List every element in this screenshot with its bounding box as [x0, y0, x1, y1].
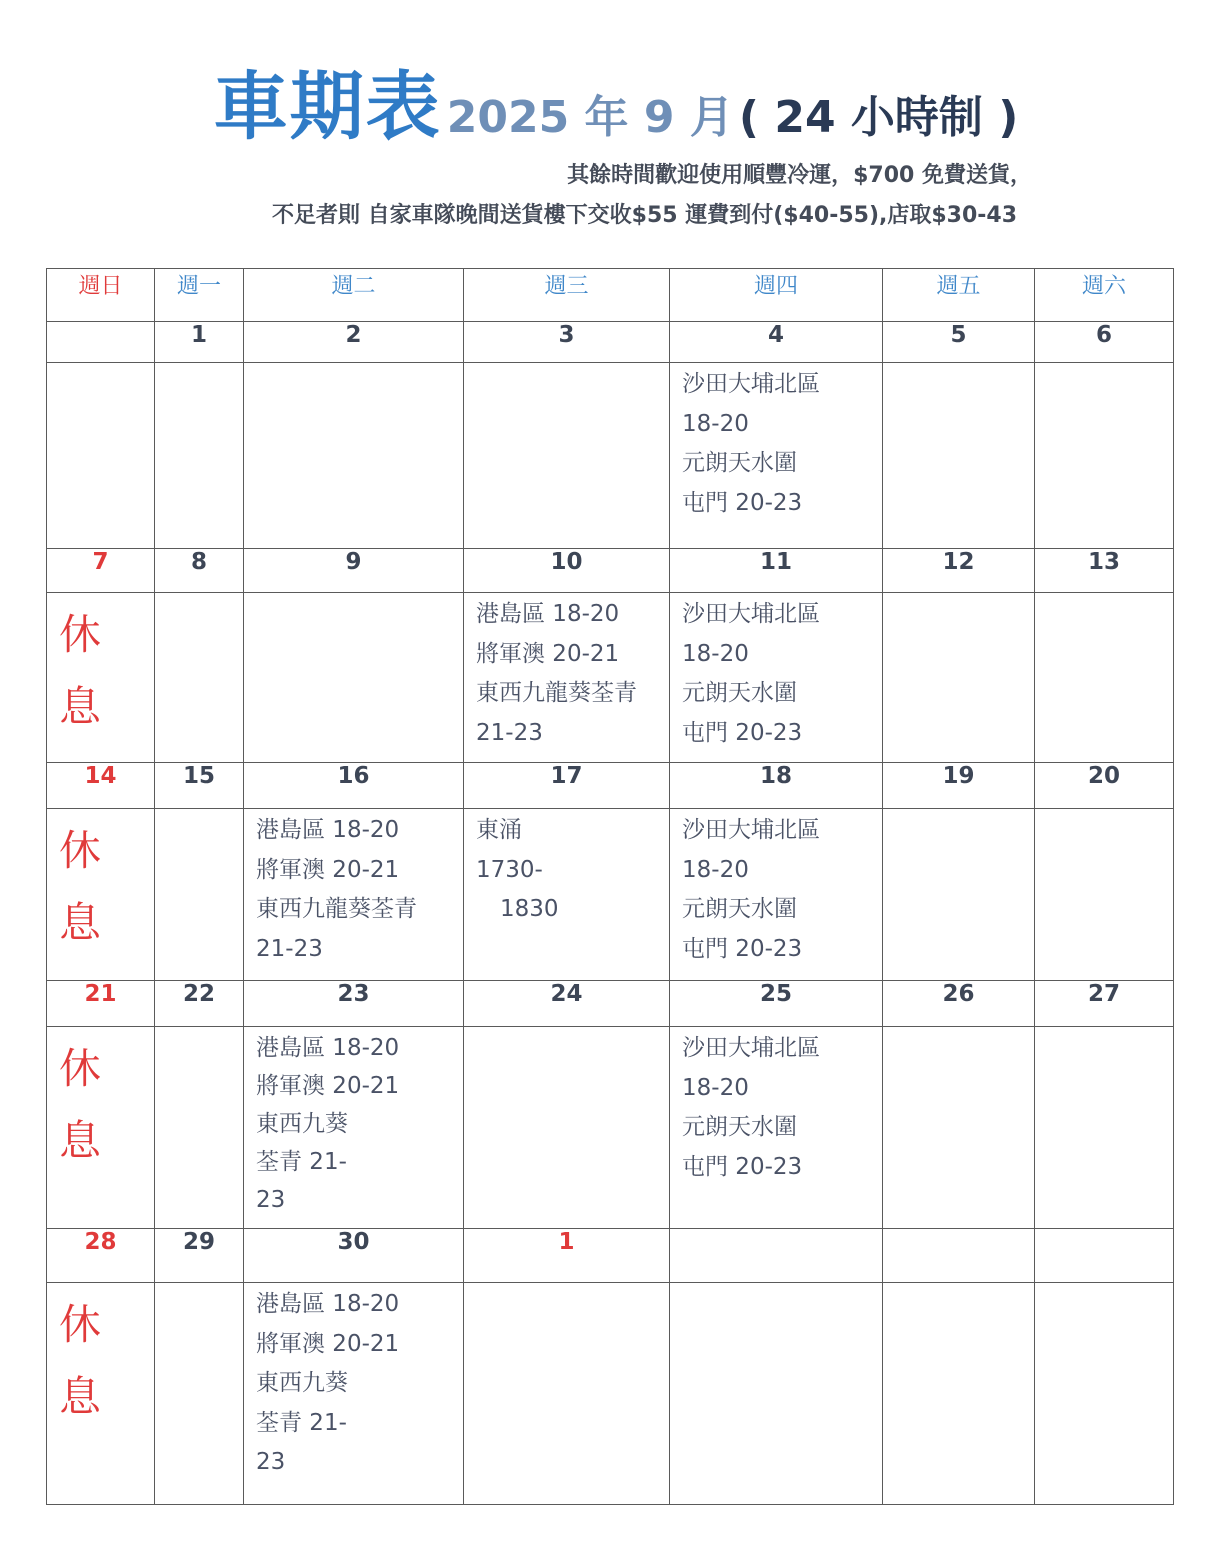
date-cell: 15 [155, 763, 244, 809]
schedule-line: 18-20 [682, 856, 749, 883]
schedule-cell [47, 1027, 155, 1229]
schedule-cell [155, 1027, 244, 1229]
note-line-2: 不足者則 自家車隊晚間送貨樓下交收$55 運費到付($40-55),店取$30-43 [272, 203, 1018, 228]
schedule-cell [47, 363, 155, 549]
schedule-cell [244, 363, 464, 549]
schedule-line: 沙田大埔北區 [682, 1035, 820, 1061]
weekday-header-row [47, 269, 1174, 322]
schedule-line: 屯門 20-23 [682, 935, 803, 962]
schedule-line: 18-20 [682, 1074, 749, 1101]
schedule-cell [155, 363, 244, 549]
date-row [47, 549, 1174, 593]
schedule-row [47, 1027, 1174, 1229]
date-cell: 26 [883, 981, 1035, 1027]
date-cell: 23 [244, 981, 464, 1027]
schedule-cell [155, 1283, 244, 1505]
schedule-cell [244, 1027, 464, 1229]
schedule-cell [464, 593, 670, 763]
schedule-cell [670, 1283, 883, 1505]
schedule-line: 21-23 [256, 935, 323, 962]
schedule-cell [1035, 809, 1174, 981]
schedule-line: 東西九葵 [256, 1111, 348, 1137]
schedule-cell [244, 809, 464, 981]
schedule-line: 將軍澳 20-21 [256, 1330, 400, 1357]
date-cell: 17 [464, 763, 670, 809]
schedule-cell [47, 1283, 155, 1505]
date-cell: 20 [1035, 763, 1174, 809]
schedule-cell [670, 363, 883, 549]
schedule-cell [883, 363, 1035, 549]
page-title [0, 48, 1232, 154]
date-cell: 5 [883, 322, 1035, 363]
weekday-mon: 週一 [155, 269, 244, 322]
schedule-cell [883, 1283, 1035, 1505]
schedule-cell [883, 1027, 1035, 1229]
rest-label: 休 息 [59, 826, 102, 947]
schedule-line: 荃青 21- [256, 1149, 347, 1175]
schedule-line: 23 [256, 1449, 286, 1475]
date-cell: 28 [47, 1229, 155, 1283]
schedule-cell [47, 593, 155, 763]
rest-label: 休 息 [59, 610, 102, 731]
schedule-line: 東西九葵 [256, 1370, 348, 1396]
calendar-table [46, 268, 1174, 1505]
schedule-cell [47, 809, 155, 981]
schedule-line: 港島區 18-20 [256, 1035, 400, 1061]
date-cell: 1 [464, 1229, 670, 1283]
schedule-cell [244, 593, 464, 763]
schedule-line: 東西九龍葵荃青 [476, 680, 637, 706]
date-row [47, 981, 1174, 1027]
date-cell: 24 [464, 981, 670, 1027]
schedule-line: 將軍澳 20-21 [256, 1073, 400, 1099]
schedule-line: 18-20 [682, 640, 749, 667]
date-cell: 19 [883, 763, 1035, 809]
schedule-row [47, 593, 1174, 763]
date-cell [1035, 1229, 1174, 1283]
schedule-cell [464, 1027, 670, 1229]
schedule-line: 21-23 [476, 719, 543, 746]
schedule-line: 屯門 20-23 [682, 719, 803, 746]
schedule-cell [155, 809, 244, 981]
date-row [47, 1229, 1174, 1283]
date-cell: 21 [47, 981, 155, 1027]
schedule-cell [1035, 1283, 1174, 1505]
schedule-cell [883, 809, 1035, 981]
schedule-cell [1035, 363, 1174, 549]
weekday-wed: 週三 [464, 269, 670, 322]
date-cell: 1 [155, 322, 244, 363]
schedule-cell [670, 593, 883, 763]
date-cell: 2 [244, 322, 464, 363]
date-cell: 10 [464, 549, 670, 593]
schedule-row [47, 363, 1174, 549]
schedule-line: 元朗天水圍 [682, 1114, 797, 1140]
date-cell: 9 [244, 549, 464, 593]
schedule-line: 1830 [500, 896, 559, 922]
weekday-sat: 週六 [1035, 269, 1174, 322]
date-row [47, 322, 1174, 363]
date-cell: 11 [670, 549, 883, 593]
date-cell: 12 [883, 549, 1035, 593]
schedule-cell [464, 809, 670, 981]
schedule-cell [244, 1283, 464, 1505]
schedule-line: 港島區 18-20 [256, 1291, 400, 1317]
date-cell [670, 1229, 883, 1283]
schedule-line: 元朗天水圍 [682, 680, 797, 706]
date-cell: 13 [1035, 549, 1174, 593]
date-cell: 7 [47, 549, 155, 593]
schedule-line: 元朗天水圍 [682, 896, 797, 922]
title-month: 2025 年 9 月 [446, 92, 734, 143]
schedule-line: 沙田大埔北區 [682, 371, 820, 397]
date-cell: 4 [670, 322, 883, 363]
date-cell: 30 [244, 1229, 464, 1283]
date-cell: 29 [155, 1229, 244, 1283]
date-cell: 8 [155, 549, 244, 593]
title-format: ( 24 小時制 ) [738, 92, 1019, 143]
note-line-1: 其餘時間歡迎使用順豐冷運，$700 免費送貨， [567, 163, 1032, 188]
weekday-thu: 週四 [670, 269, 883, 322]
date-cell: 3 [464, 322, 670, 363]
schedule-line: 1730- [476, 856, 543, 883]
schedule-row [47, 809, 1174, 981]
date-cell [47, 322, 155, 363]
date-cell: 22 [155, 981, 244, 1027]
weekday-fri: 週五 [883, 269, 1035, 322]
rest-label: 休 息 [59, 1300, 102, 1421]
schedule-line: 元朗天水圍 [682, 450, 797, 476]
date-cell: 14 [47, 763, 155, 809]
schedule-cell [1035, 593, 1174, 763]
schedule-line: 港島區 18-20 [476, 601, 620, 627]
date-cell: 18 [670, 763, 883, 809]
date-cell: 16 [244, 763, 464, 809]
schedule-line: 荃青 21- [256, 1409, 347, 1436]
date-cell: 25 [670, 981, 883, 1027]
schedule-row [47, 1283, 1174, 1505]
title-main: 車期表 [213, 64, 442, 150]
schedule-line: 23 [256, 1187, 286, 1213]
schedule-line: 屯門 20-23 [682, 1153, 803, 1180]
schedule-line: 將軍澳 20-21 [476, 640, 620, 667]
date-cell: 27 [1035, 981, 1174, 1027]
schedule-line: 沙田大埔北區 [682, 601, 820, 627]
weekday-sun: 週日 [47, 269, 155, 322]
schedule-line: 屯門 20-23 [682, 489, 803, 516]
schedule-cell [670, 1027, 883, 1229]
schedule-line: 18-20 [682, 410, 749, 437]
date-row [47, 763, 1174, 809]
schedule-cell [670, 809, 883, 981]
schedule-cell [464, 363, 670, 549]
schedule-line: 沙田大埔北區 [682, 817, 820, 843]
schedule-cell [155, 593, 244, 763]
schedule-line: 東涌 [476, 817, 522, 843]
schedule-cell [464, 1283, 670, 1505]
date-cell: 6 [1035, 322, 1174, 363]
rest-label: 休 息 [59, 1044, 102, 1165]
schedule-cell [1035, 1027, 1174, 1229]
schedule-line: 將軍澳 20-21 [256, 856, 400, 883]
date-cell [883, 1229, 1035, 1283]
schedule-line: 港島區 18-20 [256, 817, 400, 843]
schedule-cell [883, 593, 1035, 763]
schedule-line: 東西九龍葵荃青 [256, 896, 417, 922]
weekday-tue: 週二 [244, 269, 464, 322]
